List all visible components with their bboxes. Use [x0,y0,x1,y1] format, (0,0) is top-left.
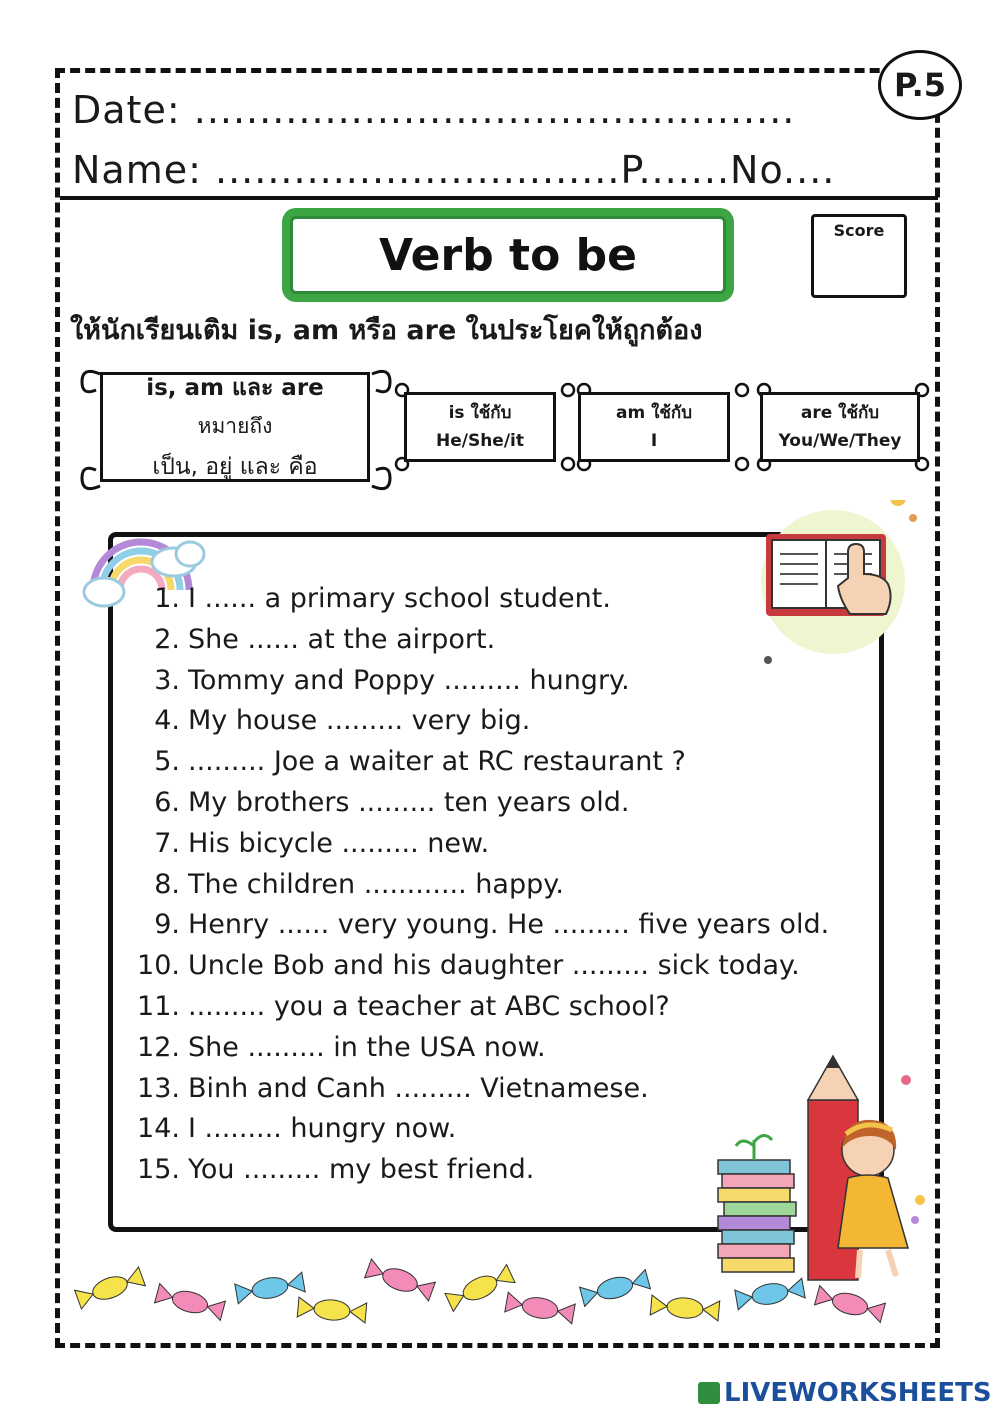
rule-is-verb: is ใช้กับ [448,403,512,423]
sentence-text[interactable]: Uncle Bob and his daughter ......... sick today. [188,950,800,982]
sentence-number: 14. [137,1113,180,1145]
class-blank[interactable]: ....... [638,148,731,192]
rule-are-subject: You/We/They [778,431,902,451]
rule-am-subject: I [650,431,658,451]
sentence-number: 6. [154,786,180,818]
sentence-item[interactable] [120,869,890,910]
instruction-text: ให้นักเรียนเติม is, am หรือ are ในประโยคให้ถูกต้อง [70,315,703,346]
sentence-number: 15. [137,1154,180,1186]
number-blank[interactable]: .... [783,148,836,192]
sentence-text[interactable]: She ......... in the USA now. [188,1031,546,1063]
sentence-item[interactable] [120,828,890,869]
header-divider [60,196,938,200]
sentence-number: 7. [154,827,180,859]
logo-mark-icon [698,1382,720,1404]
sentence-text[interactable]: My brothers ......... ten years old. [188,786,630,818]
score-box[interactable] [811,214,907,298]
rule-box-am [578,392,730,462]
logo-text: LIVEWORKSHEETS [724,1378,992,1408]
sentence-text[interactable]: I ......... hungry now. [188,1113,457,1145]
name-field[interactable] [72,148,835,192]
sentence-number: 2. [154,623,180,655]
sentence-item[interactable] [120,665,890,706]
sentence-item[interactable] [120,950,890,991]
sentence-item[interactable] [120,583,890,624]
sentence-item[interactable] [120,624,890,665]
rule-is-subject: He/She/it [435,431,524,451]
class-label: P [620,148,639,192]
sentence-text[interactable]: Tommy and Poppy ......... hungry. [188,664,630,696]
candy-decoration-icon [70,1258,940,1338]
book-stack-icon [718,1135,796,1272]
meaning-box [100,372,370,482]
rule-are-verb: are ใช้กับ [800,403,880,423]
meaning-definition: เป็น, อยู่ และ คือ [152,453,318,480]
sentence-text[interactable]: I ...... a primary school student. [188,583,611,614]
sentence-item[interactable] [120,991,890,1032]
meaning-heading: is, am และ are [146,374,324,401]
sentence-number: 13. [137,1072,180,1104]
date-field[interactable] [72,88,795,132]
sentence-text[interactable]: Henry ...... very young. He ......... five years old. [188,909,830,941]
sentence-text[interactable]: My house ......... very big. [188,705,531,737]
rule-box-are [760,392,920,462]
sentence-number: 11. [137,990,180,1022]
name-blank[interactable]: ............................... [215,148,621,192]
liveworksheets-logo[interactable] [698,1378,992,1408]
sentence-text[interactable]: Binh and Canh ......... Vietnamese. [188,1072,649,1104]
sentence-item[interactable] [120,787,890,828]
sentence-item[interactable] [120,705,890,746]
page-number-badge: P.5 [878,50,962,120]
sentence-number: 1. [154,583,180,614]
sentence-number: 4. [154,705,180,737]
sentence-number: 3. [154,664,180,696]
sentence-text[interactable]: His bicycle ......... new. [188,827,490,859]
rule-box-is [404,392,556,462]
worksheet-title: Verb to be [290,216,726,294]
sentence-item[interactable] [120,909,890,950]
sentence-number: 9. [154,909,180,941]
sentence-item[interactable] [120,746,890,787]
sentence-text[interactable]: ......... Joe a waiter at RC restaurant ? [188,746,686,778]
sentence-number: 10. [137,950,180,982]
sentence-text[interactable]: The children ............ happy. [188,868,564,900]
sentence-text[interactable]: You ......... my best friend. [188,1154,535,1186]
sentence-number: 5. [154,746,180,778]
sentence-number: 12. [137,1031,180,1063]
date-label: Date: [72,88,181,132]
sentence-number: 8. [154,868,180,900]
rule-am-verb: am ใช้กับ [615,403,693,423]
meaning-subheading: หมายถึง [197,413,273,438]
date-blank[interactable]: .............................................. [193,88,796,132]
girl-with-pencil-icon [710,1050,940,1290]
score-label: Score [833,221,885,240]
number-label: No [730,148,784,192]
sentence-text[interactable]: She ...... at the airport. [188,623,496,655]
name-label: Name: [72,148,202,192]
sentence-text[interactable]: ......... you a teacher at ABC school? [188,990,670,1022]
